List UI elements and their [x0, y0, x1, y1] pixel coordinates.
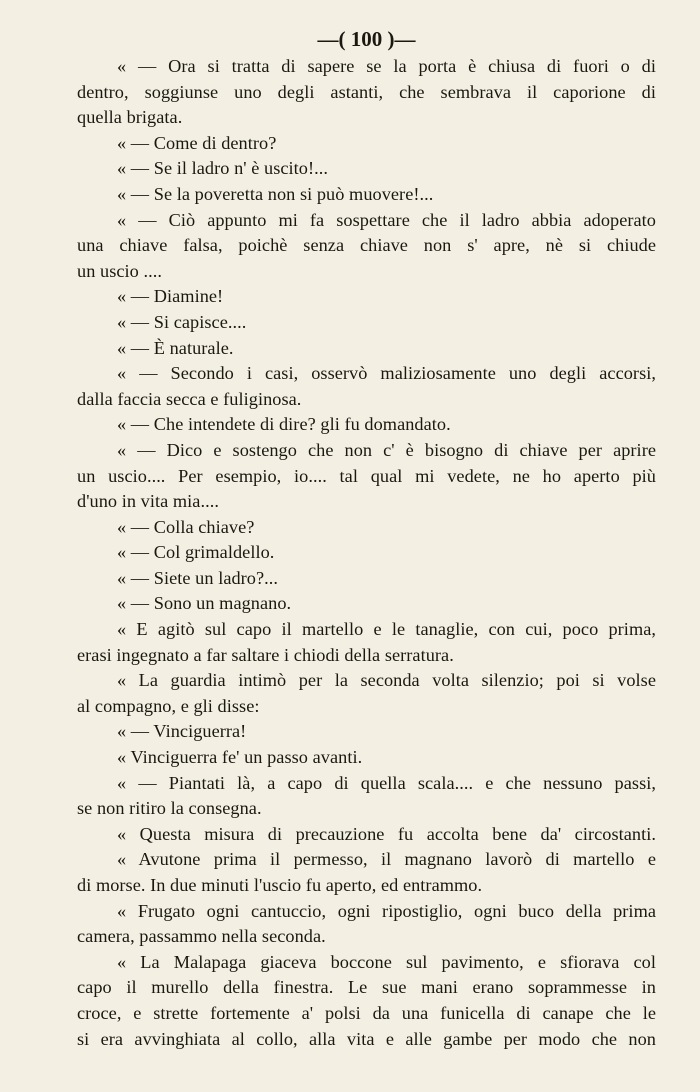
text-line: un uscio.... Per esempio, io.... tal qual mi vedete, ne ho aperto più — [77, 465, 656, 486]
text-line: dentro, soggiunse uno degli astanti, che sembrava il caporione di — [77, 81, 656, 102]
text-line: « — Se la poveretta non si può muovere!... — [117, 183, 434, 204]
text-line: « — Che intendete di dire? gli fu domandato. — [117, 414, 451, 435]
text-line: « — Come di dentro? — [117, 132, 277, 153]
text-line: al compagno, e gli disse: — [77, 695, 260, 716]
text-line: « La Malapaga giaceva boccone sul pavimento, e sfiorava col — [117, 951, 656, 972]
text-line: « — Siete un ladro?... — [117, 567, 279, 588]
text-line: « Avutone prima il permesso, il magnano lavorò di martello e — [117, 849, 656, 870]
text-line: d'uno in vita mia.... — [77, 491, 219, 512]
text-line: « E agitò sul capo il martello e le tanaglie, con cui, poco prima, — [117, 619, 656, 640]
text-line: quella brigata. — [77, 107, 183, 128]
text-line: un uscio .... — [77, 260, 162, 281]
text-line: dalla faccia secca e fuliginosa. — [77, 388, 302, 409]
text-line: « — Diamine! — [117, 286, 224, 307]
text-line: « — Se il ladro n' è uscito!... — [117, 158, 328, 179]
text-line: « — Sono un magnano. — [117, 593, 292, 614]
text-line: capo il murello della finestra. Le sue mani erano soprammesse in — [77, 977, 656, 998]
text-line: una chiave falsa, poichè senza chiave non s' apre, nè si chiude — [77, 235, 656, 256]
text-line: « — Colla chiave? — [117, 516, 255, 537]
text-line: erasi ingegnato a far saltare i chiodi della serratura. — [77, 644, 454, 665]
text-line: « — Ora si tratta di sapere se la porta è chiusa di fuori o di — [117, 56, 656, 76]
text-body — [77, 54, 656, 1052]
text-line: camera, passammo nella seconda. — [77, 926, 326, 947]
page-number: —( 100 )— — [317, 27, 416, 51]
text-line: « Frugato ogni cantuccio, ogni ripostiglio, ogni buco della prima — [117, 900, 656, 921]
text-line: « — Col grimaldello. — [117, 542, 275, 563]
text-line: « Questa misura di precauzione fu accolta bene da' circostanti. — [117, 823, 656, 844]
text-line: « — Dico e sostengo che non c' è bisogno di chiave per aprire — [117, 439, 656, 460]
text-line: croce, e strette fortemente a' polsi da una funicella di canape che le — [77, 1002, 656, 1023]
text-line: « — Piantati là, a capo di quella scala.... e che nessuno passi, — [117, 772, 656, 793]
text-line: se non ritiro la consegna. — [77, 798, 262, 819]
text-line: « — Ciò appunto mi fa sospettare che il ladro abbia adoperato — [117, 209, 656, 230]
text-line: si era avvinghiata al collo, alla vita e alle gambe per modo che non — [77, 1028, 656, 1049]
text-line: « — È naturale. — [117, 337, 234, 358]
text-line: « — Si capisce.... — [117, 311, 247, 332]
text-line: « — Secondo i casi, osservò maliziosamente uno degli accorsi, — [117, 363, 656, 384]
text-line: « La guardia intimò per la seconda volta silenzio; poi si volse — [117, 670, 656, 691]
text-line: « — Vinciguerra! — [117, 721, 247, 742]
text-line: « Vinciguerra fe' un passo avanti. — [117, 747, 363, 768]
text-line: di morse. In due minuti l'uscio fu aperto, ed entrammo. — [77, 875, 483, 895]
